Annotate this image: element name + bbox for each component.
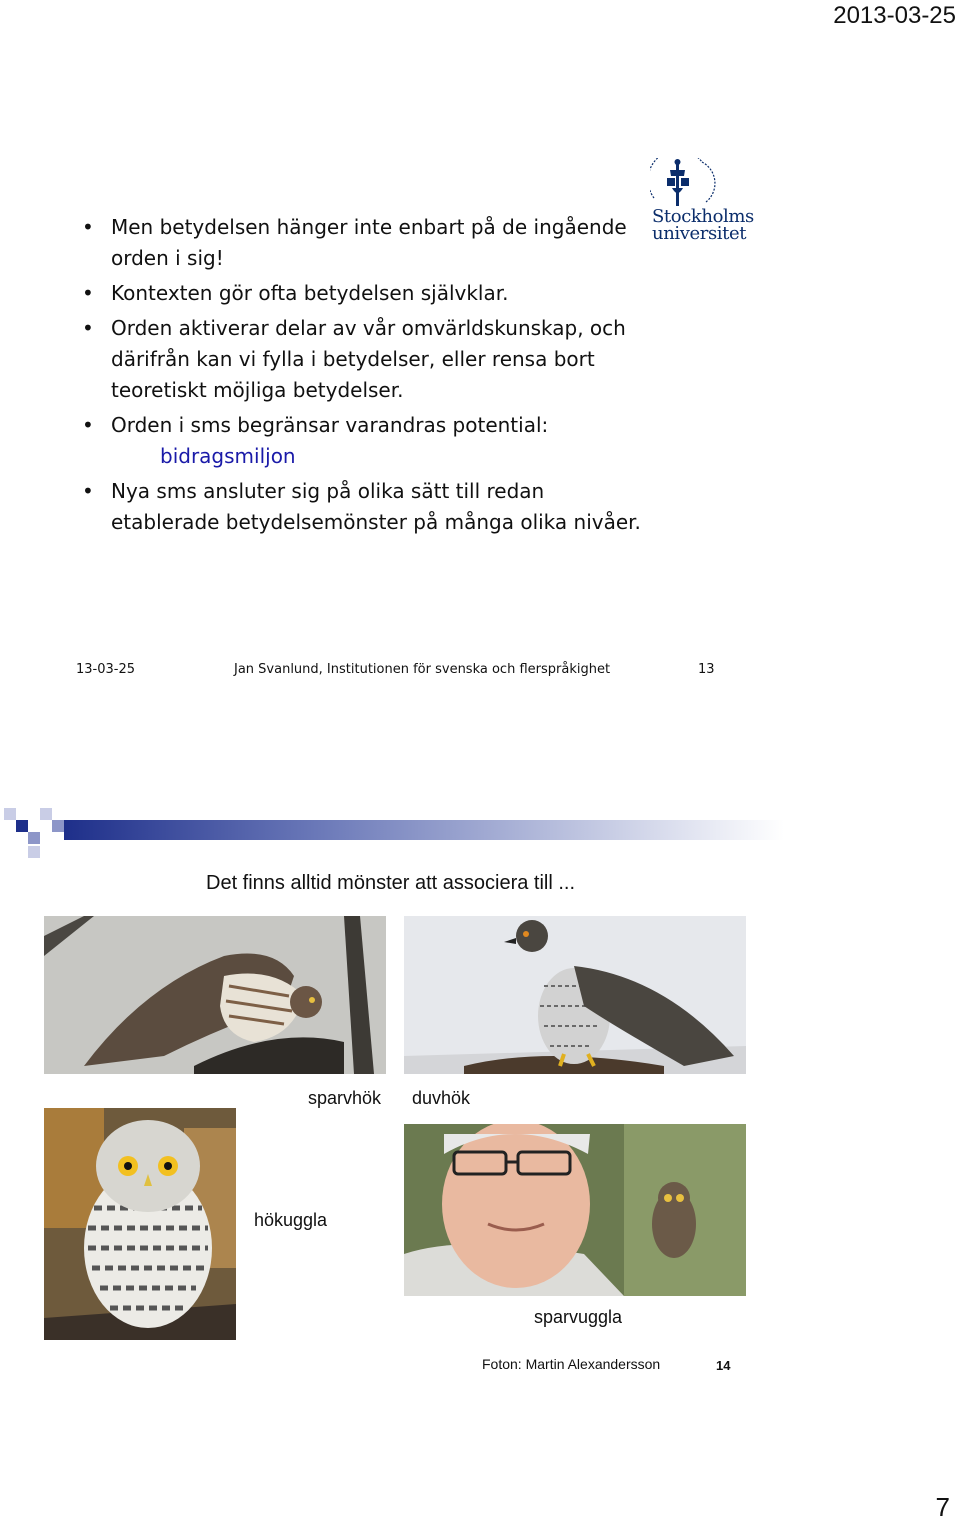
slide-footer-date: 13-03-25 bbox=[76, 662, 136, 677]
caption-pygmy-owl: sparvuggla bbox=[534, 1307, 623, 1327]
bullet-subtext: bidragsmiljon bbox=[160, 444, 296, 468]
bullet-item bbox=[82, 476, 642, 538]
hawk-owl-photo bbox=[44, 1108, 236, 1340]
bullet-item bbox=[82, 278, 642, 309]
university-logo-text bbox=[652, 208, 754, 242]
bullet-text: Orden aktiverar delar av vår omvärldskunskap, och därifrån kan vi fylla i betydelser, eller rensa bort teoretiskt möjliga betydelser. bbox=[111, 316, 626, 402]
pygmy-owl-portrait-photo bbox=[404, 1124, 746, 1296]
slide-footer-number: 13 bbox=[698, 662, 715, 677]
logo-line-2: universitet bbox=[652, 223, 747, 244]
caption-goshawk: duvhök bbox=[412, 1088, 471, 1108]
slide-title: Det finns alltid mönster att associera till ... bbox=[206, 872, 576, 894]
logo-line-1: Stockholms bbox=[652, 206, 754, 227]
caption-sparrowhawk: sparvhök bbox=[308, 1088, 382, 1108]
bullet-item bbox=[82, 212, 642, 274]
bullet-item bbox=[82, 410, 642, 472]
page-date: 2013-03-25 bbox=[833, 2, 956, 29]
sparrowhawk-photo bbox=[44, 916, 386, 1074]
bullet-text: Men betydelsen hänger inte enbart på de ingående orden i sig! bbox=[111, 215, 627, 270]
goshawk-photo bbox=[404, 916, 746, 1074]
page-number: 7 bbox=[935, 1492, 950, 1522]
caption-hawk-owl: hökuggla bbox=[254, 1210, 328, 1230]
photo-credit: Foton: Martin Alexandersson bbox=[482, 1356, 661, 1372]
slide-footer-author: Jan Svanlund, Institutionen för svenska och flerspråkighet bbox=[234, 662, 611, 677]
bullet-item bbox=[82, 313, 642, 406]
bullet-list bbox=[82, 212, 642, 542]
slide-number: 14 bbox=[716, 1358, 731, 1373]
bullet-text: Orden i sms begränsar varandras potential: bbox=[111, 413, 549, 437]
bullet-text: Nya sms ansluter sig på olika sätt till redan etablerade betydelsemönster på många olika nivåer. bbox=[111, 479, 641, 534]
slide-header-decoration bbox=[4, 806, 784, 860]
bullet-text: Kontexten gör ofta betydelsen självklar. bbox=[111, 281, 509, 305]
